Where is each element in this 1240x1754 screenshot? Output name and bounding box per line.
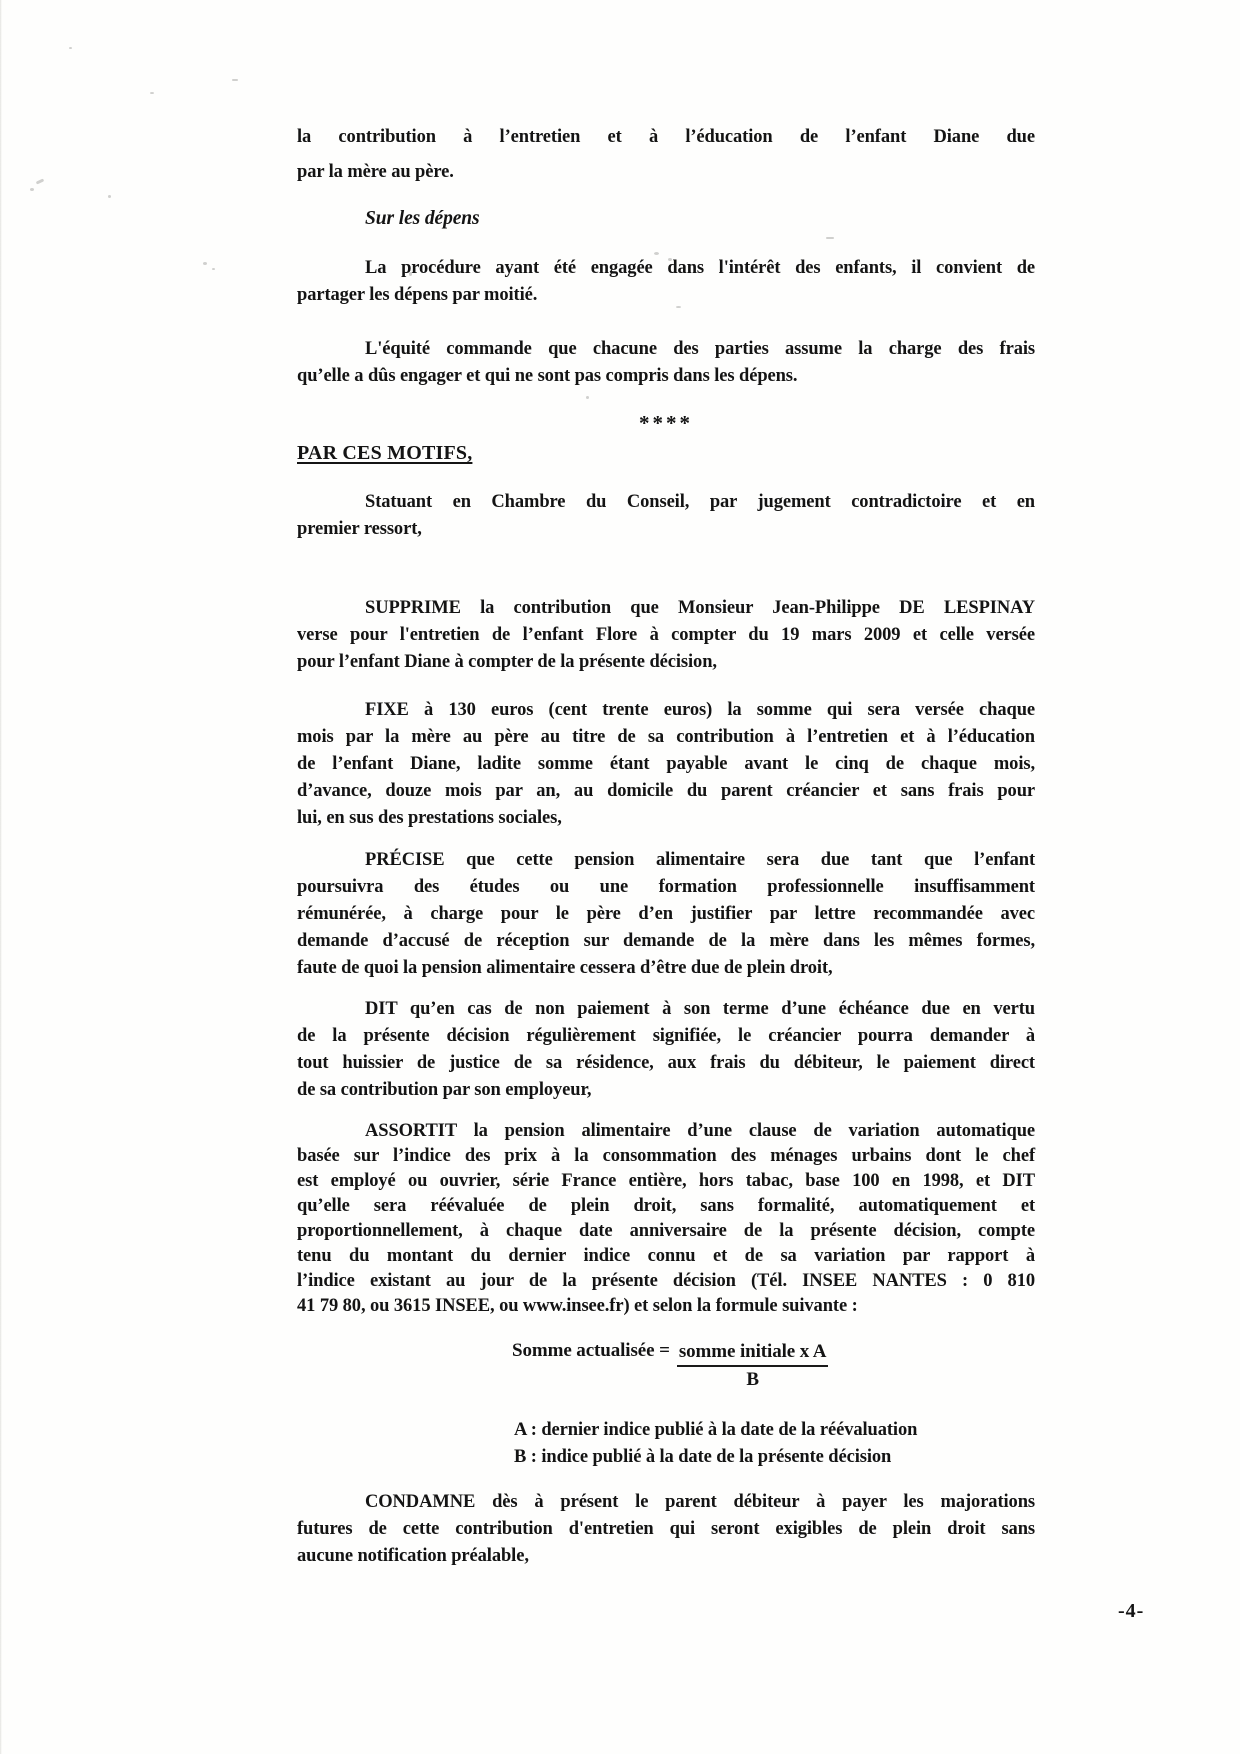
paragraph-precise — [297, 847, 1035, 982]
text-line: futures de cette contribution d'entretien qui seront exigibles de plein droit sans — [297, 1519, 1035, 1539]
text-line: de la présente décision régulièrement signifiée, le créancier pourra demander à — [297, 1026, 1035, 1046]
text-line: rémunérée, à charge pour le père d’en justifier par lettre recommandée avec — [297, 904, 1035, 924]
paragraph-assortit — [297, 1119, 1035, 1319]
scan-speckle — [826, 237, 834, 239]
text-line: tout huissier de justice de sa résidence, aux frais du débiteur, le paiement direct — [297, 1053, 1035, 1073]
paragraph-statuant — [297, 489, 1035, 543]
asterisk-separator: **** — [639, 411, 693, 435]
scan-speckle — [654, 252, 659, 255]
text-line: premier ressort, — [297, 519, 422, 539]
text-line: CONDAMNE dès à présent le parent débiteur à payer les majorations — [365, 1492, 1035, 1512]
text-line: de l’enfant Diane, ladite somme étant payable avant le cinq de chaque mois, — [297, 754, 1035, 774]
text-line: par la mère au père. — [297, 162, 454, 182]
text-line: basée sur l’indice des prix à la consommation des ménages urbains dont le chef — [297, 1146, 1035, 1166]
scan-speckle — [586, 396, 589, 399]
text-line: 41 79 80, ou 3615 INSEE, ou www.insee.fr) et selon la formule suivante : — [297, 1296, 858, 1316]
text-line: est employé ou ouvrier, série France entière, hors tabac, base 100 en 1998, et DIT — [297, 1171, 1035, 1191]
text-line: B : indice publié à la date de la présente décision — [514, 1447, 892, 1467]
scan-speckle — [30, 188, 34, 191]
formula-definitions — [514, 1417, 917, 1471]
page-number: -4- — [1118, 1600, 1145, 1622]
scan-speckle — [108, 195, 111, 198]
text-line: aucune notification préalable, — [297, 1546, 529, 1566]
paragraph-dit — [297, 996, 1035, 1104]
scan-speckle — [36, 178, 45, 184]
scan-speckle — [203, 262, 207, 265]
text-line: qu’elle a dûs engager et qui ne sont pas compris dans les dépens. — [297, 366, 798, 386]
scan-speckle — [409, 272, 412, 276]
text-line: Statuant en Chambre du Conseil, par jugement contradictoire et en — [365, 492, 1035, 512]
text-line: A : dernier indice publié à la date de la réévaluation — [514, 1420, 918, 1440]
indexation-formula — [512, 1340, 828, 1393]
text-line: L'équité commande que chacune des parties assume la charge des frais — [365, 339, 1035, 359]
scan-speckle — [668, 258, 672, 261]
text-line: d’avance, douze mois par an, au domicile du parent créancier et sans frais pour — [297, 781, 1035, 801]
paragraph-fixe — [297, 697, 1035, 832]
text-line: de sa contribution par son employeur, — [297, 1080, 592, 1100]
text-line: ASSORTIT la pension alimentaire d’une clause de variation automatique — [365, 1121, 1035, 1141]
text-line: tenu du montant du dernier indice connu et de sa variation par rapport à — [297, 1246, 1035, 1266]
text-line: faute de quoi la pension alimentaire cessera d’être due de plein droit, — [297, 958, 833, 978]
formula-numerator: somme initiale x A — [677, 1340, 829, 1367]
section-heading-depens: Sur les dépens — [365, 208, 480, 229]
text-line: poursuivra des études ou une formation professionnelle insuffisamment — [297, 877, 1035, 897]
formula-lhs: Somme actualisée = — [512, 1340, 670, 1361]
scan-speckle — [69, 47, 72, 49]
paragraph-intro — [297, 120, 1035, 190]
text-line: SUPPRIME la contribution que Monsieur Jean-Philippe DE LESPINAY — [365, 598, 1035, 618]
text-line: mois par la mère au père au titre de sa contribution à l’entretien et à l’éducation — [297, 727, 1035, 747]
text-line: l’indice existant au jour de la présente décision (Tél. INSEE NANTES : 0 810 — [297, 1271, 1035, 1291]
text-line: demande d’accusé de réception sur demande de la mère dans les mêmes formes, — [297, 931, 1035, 951]
text-line: qu’elle sera réévaluée de plein droit, sans formalité, automatiquement et — [297, 1196, 1035, 1216]
text-line: FIXE à 130 euros (cent trente euros) la somme qui sera versée chaque — [365, 700, 1035, 720]
text-line: partager les dépens par moitié. — [297, 285, 538, 305]
text-line: PRÉCISE que cette pension alimentaire sera due tant que l’enfant — [365, 850, 1035, 870]
text-line: la contribution à l’entretien et à l’éducation de l’enfant Diane due — [297, 127, 1035, 147]
text-line: pour l’enfant Diane à compter de la présente décision, — [297, 652, 717, 672]
text-line: verse pour l'entretien de l’enfant Flore à compter du 19 mars 2009 et celle versée — [297, 625, 1035, 645]
paragraph-procedure — [297, 255, 1035, 309]
scan-edge-artifact — [0, 0, 2, 1754]
scan-speckle — [212, 268, 215, 270]
formula-fraction — [677, 1340, 829, 1393]
text-line: lui, en sus des prestations sociales, — [297, 808, 562, 828]
scan-speckle — [676, 306, 681, 308]
text-line: La procédure ayant été engagée dans l'intérêt des enfants, il convient de — [365, 258, 1035, 278]
paragraph-condamne — [297, 1489, 1035, 1570]
section-heading-motifs: PAR CES MOTIFS, — [297, 442, 473, 464]
text-line: proportionnellement, à chaque date anniversaire de la présente décision, compte — [297, 1221, 1035, 1241]
paragraph-supprime — [297, 595, 1035, 676]
scan-speckle — [150, 92, 154, 94]
formula-denominator: B — [746, 1369, 759, 1390]
scan-speckle — [232, 79, 238, 81]
text-line: DIT qu’en cas de non paiement à son terme d’une échéance due en vertu — [365, 999, 1035, 1019]
paragraph-equite — [297, 336, 1035, 390]
